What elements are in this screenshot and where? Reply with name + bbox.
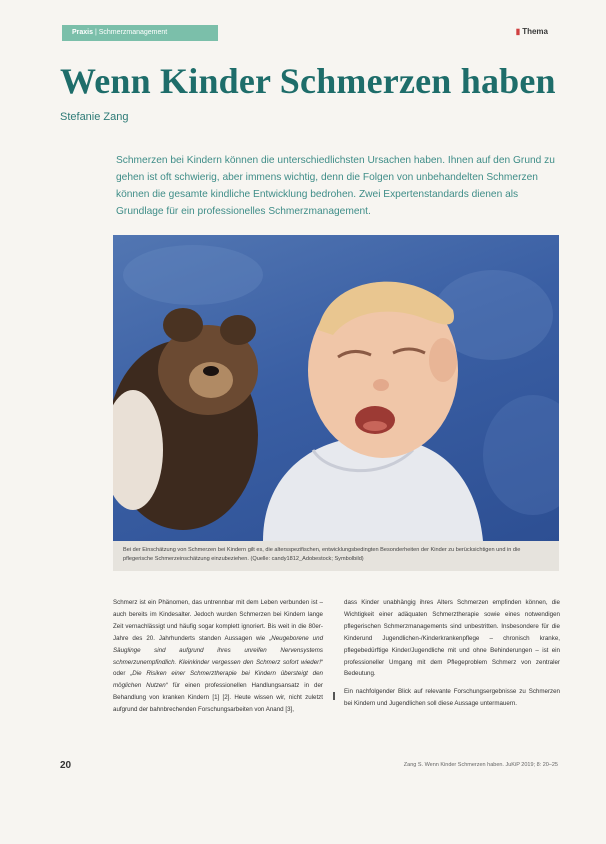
body-column-right [344,597,560,716]
section-label [516,27,548,36]
divider-mark [333,692,335,700]
section-marker-icon: ▮ [515,27,521,36]
body-column-left [113,597,323,722]
quote-2: Die Risiken einer Schmerztherapie bei Kindern übersteigt den möglichen Nutzen [113,670,323,690]
article-photo [113,235,559,541]
section-text: Thema [522,27,548,36]
article-author: Stefanie Zang [60,111,129,123]
crying-child-with-teddy-illustration [113,235,559,541]
category-tag: Praxis | Schmerzmanagement [62,25,218,41]
footer-citation: Zang S. Wenn Kinder Schmerzen haben. JuKiP 2019; 8: 20–25 [403,762,558,768]
photo-caption: Bei der Einschätzung von Schmerzen bei Kindern gilt es, die altersspezifischen, entwicklungsbedingten Besonderheiten der Kinder zu berücksichtigen und in die pflegerische Schmerzeinschätzung einzubeziehen. (Quelle: candy1812_Adobestock; Symbolbild) [113,541,559,571]
subcategory-label: Schmerzmanagement [98,29,168,36]
body-paragraph: dass Kinder unabhängig ihres Alters Schmerzen empfinden können, die Wichtigkeit einer adäquaten Schmerztherapie sowie eines notwendigen pflegerischen Schmerzmanagements sind unbestritten. Insbesondere für die Kinderund Jugendlichen-/Kinderkrankenpflege – chronisch kranke, pflegebedürftige Kinder/Jugendliche mit und ohne Behinderungen – ist ein professioneller Umgang mit dem Pflegeproblem Schmerz von zentraler Bedeutung. [344,599,560,678]
article-title: Wenn Kinder Schmerzen haben [60,61,556,101]
page-number: 20 [60,760,72,771]
body-paragraph: Ein nachfolgender Blick auf relevante Forschungsergebnisse zu Schmerzen bei Kindern und Jugendlichen soll diese Aussage untermauern. [344,688,560,708]
body-paragraph: Schmerz ist ein Phänomen, das untrennbar mit dem Leben verbunden ist – auch bereits im Kindesalter. Jedoch wurden Schmerzen bei Kindern lange Zeit vernachlässigt und häufig sogar komplett ignoriert. Bis weit in die 80er-Jahre des 20. Jahrhunderts standen Aussagen wie „Neugeborene und Säuglinge sind aufgrund ihres unreifen Nervensystems schmerzunempfindlich. Kleinkinder vergessen den Schmerz sofort wieder!“ oder „Die Risiken einer Schmerztherapie bei Kindern übersteigt den möglichen Nutzen“ für einen professionellen Handlungsansatz in der Behandlung von kranken Kindern [1] [2]. Heute wissen wir, nicht zuletzt aufgrund der bahnbrechenden Forschungsarbeiten von Anand [3], [113,599,324,714]
category-label: Praxis [72,29,94,36]
article-lead: Schmerzen bei Kindern können die unterschiedlichsten Ursachen haben. Ihnen auf den Grund zu gehen ist oft schwierig, aber immens wichtig, denn die Folgen von unbehandelten Schmerzen können die gesamte kindliche Entwicklung bedrohen. Zwei Expertenstandards dienen als Grundlage für ein professionelles Schmerzmanagement. [116,155,555,218]
quote-1: Neugeborene und Säuglinge sind aufgrund ihres unreifen Nervensystems schmerzunempfindlich. Kleinkinder vergessen den Schmerz sofort wieder! [113,634,324,666]
